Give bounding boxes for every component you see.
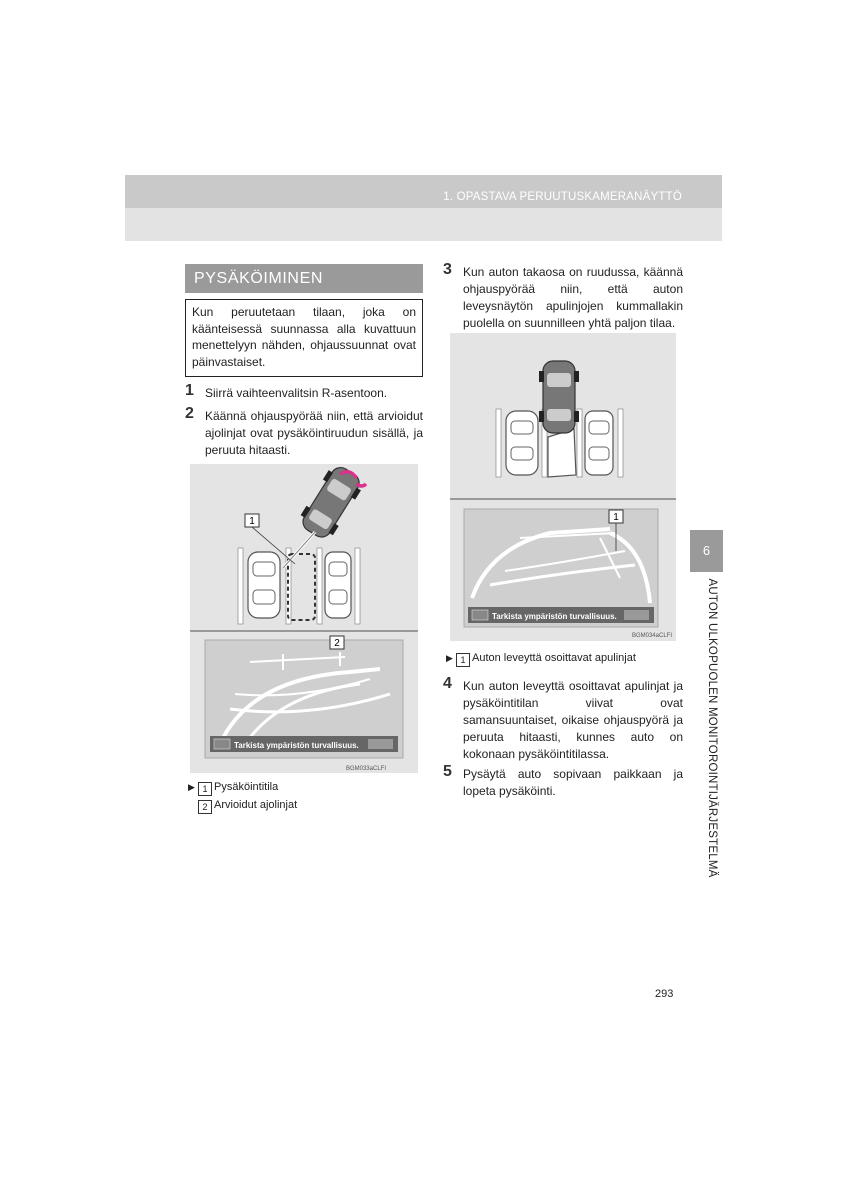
parking-diagram-1 xyxy=(190,464,418,773)
figure2-legend xyxy=(446,649,686,667)
section-title: PYSÄKÖIMINEN xyxy=(194,270,324,287)
step-number: 3 xyxy=(443,261,452,278)
section-heading xyxy=(185,264,423,293)
step-2 xyxy=(185,405,423,464)
step-text: Käännä ohjauspyörää niin, että arvioidut ajolinjat ovat pysäköintiruudun sisällä, ja peruuta hitaasti. xyxy=(205,409,423,457)
step-text: Kun auton takaosa on ruudussa, käännä ohjauspyörää niin, että auton leveysnäytön apulinjojen kummallakin puolella on suunnilleen yhtä paljon tilaa. xyxy=(463,265,683,330)
legend-marker: 1 xyxy=(198,782,212,796)
chapter-header-title: 1. OPASTAVA PERUUTUSKAMERANÄYTTÖ xyxy=(443,191,682,203)
chapter-header-band xyxy=(125,175,722,208)
step-number: 2 xyxy=(185,405,194,422)
play-arrow-icon: ▶ xyxy=(188,782,195,792)
step-1 xyxy=(185,382,423,405)
figure-code: BGM034aCLFI xyxy=(631,633,672,639)
figure-callout: 1 xyxy=(249,516,255,527)
chapter-tab xyxy=(690,530,723,572)
notice-box: Kun peruutetaan tilaan, joka on käänteisessä suunnassa alla kuvattuun menettelyyn nähden, ohjaussuunnat ovat päinvastaiset. xyxy=(185,299,423,377)
legend-item xyxy=(188,778,418,796)
figure-callout: 2 xyxy=(334,638,340,649)
chapter-title: AUTON ULKOPUOLEN MONITOROINTIJÄRJESTELMÄ xyxy=(706,578,718,878)
parking-diagram-2 xyxy=(450,333,676,641)
chapter-side-title xyxy=(697,580,723,890)
figure-callout: 1 xyxy=(613,512,619,523)
legend-item xyxy=(446,649,686,667)
legend-item xyxy=(188,796,418,814)
chapter-number: 6 xyxy=(702,543,711,558)
page-number: 293 xyxy=(655,988,674,1000)
legend-marker: 1 xyxy=(456,653,470,667)
header-lower-band xyxy=(125,208,722,241)
legend-label: Arvioidut ajolinjat xyxy=(214,799,298,811)
step-4 xyxy=(443,675,683,764)
legend-label: Pysäköintitila xyxy=(214,781,279,793)
step-3 xyxy=(443,261,683,334)
step-text: Kun auton leveyttä osoittavat apulinjat ja pysäköintitilan viivat ovat samansuuntaiset, oikaise ohjauspyörä ja peruuta hitaasti, kunnes auto on kokonaan pysäköintitilassa. xyxy=(463,679,683,761)
step-number: 4 xyxy=(443,675,452,692)
play-arrow-icon: ▶ xyxy=(446,653,453,663)
step-number: 1 xyxy=(185,382,194,399)
parking-illustration-1 xyxy=(190,464,418,773)
parking-illustration-2 xyxy=(450,333,676,641)
step-text: Pysäytä auto sopivaan paikkaan ja lopeta pysäköinti. xyxy=(463,767,683,798)
legend-marker: 2 xyxy=(198,800,212,814)
legend-label: Auton leveyttä osoittavat apulinjat xyxy=(472,652,636,664)
step-text: Siirrä vaihteenvalitsin R-asentoon. xyxy=(205,386,388,400)
screen-message: Tarkista ympäristön turvallisuus. xyxy=(234,741,359,750)
step-5 xyxy=(443,763,683,806)
step-number: 5 xyxy=(443,763,452,780)
figure1-legend xyxy=(188,778,418,814)
figure-code: BGM033aCLFI xyxy=(345,766,386,772)
screen-message: Tarkista ympäristön turvallisuus. xyxy=(492,612,617,621)
